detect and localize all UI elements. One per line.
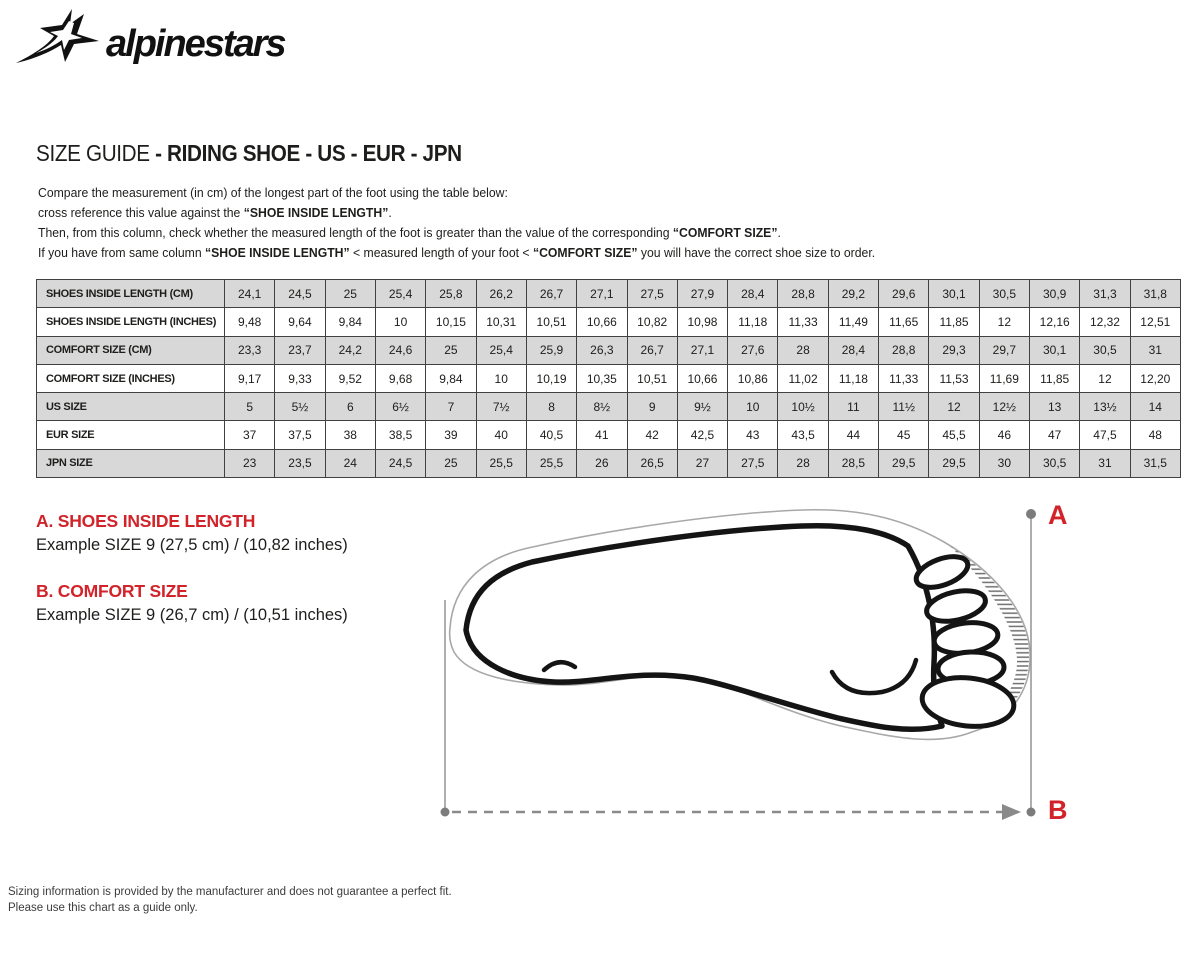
size-value-cell: 37,5 (275, 421, 325, 449)
measurement-b-example: Example SIZE 9 (26,7 cm) / (10,51 inches) (36, 606, 348, 624)
size-value-cell: 12 (1080, 364, 1130, 392)
size-value-cell: 11,02 (778, 364, 828, 392)
row-label-cell: EUR SIZE (37, 421, 225, 449)
size-value-cell: 25,5 (476, 449, 526, 477)
size-value-cell: 24,1 (225, 280, 275, 308)
size-value-cell: 40 (476, 421, 526, 449)
table-row (37, 308, 1181, 336)
size-value-cell: 23,7 (275, 336, 325, 364)
size-value-cell: 41 (577, 421, 627, 449)
size-value-cell: 11,53 (929, 364, 979, 392)
size-value-cell: 7½ (476, 393, 526, 421)
size-value-cell: 10½ (778, 393, 828, 421)
size-value-cell: 30,5 (1080, 336, 1130, 364)
size-value-cell: 28 (778, 449, 828, 477)
size-table-body (37, 280, 1181, 478)
size-value-cell: 24,5 (375, 449, 425, 477)
size-value-cell: 12,16 (1030, 308, 1080, 336)
table-row (37, 421, 1181, 449)
size-value-cell: 8 (526, 393, 576, 421)
size-value-cell: 30,1 (929, 280, 979, 308)
row-label-cell: SHOES INSIDE LENGTH (INCHES) (37, 308, 225, 336)
size-value-cell: 5½ (275, 393, 325, 421)
measure-dot-right (1027, 808, 1036, 817)
size-value-cell: 10,98 (677, 308, 727, 336)
row-label-cell: US SIZE (37, 393, 225, 421)
size-value-cell: 12,20 (1130, 364, 1180, 392)
size-value-cell: 29,6 (879, 280, 929, 308)
size-value-cell: 27 (677, 449, 727, 477)
foot-outline (466, 526, 942, 730)
size-value-cell: 11,69 (979, 364, 1029, 392)
size-value-cell: 7 (426, 393, 476, 421)
size-value-cell: 31,3 (1080, 280, 1130, 308)
size-value-cell: 9,48 (225, 308, 275, 336)
size-value-cell: 28,5 (828, 449, 878, 477)
measurement-legend (36, 511, 348, 651)
size-value-cell: 25 (426, 449, 476, 477)
size-value-cell: 38,5 (375, 421, 425, 449)
table-row (37, 364, 1181, 392)
size-value-cell: 12,51 (1130, 308, 1180, 336)
row-label-cell: SHOES INSIDE LENGTH (CM) (37, 280, 225, 308)
size-value-cell: 12,32 (1080, 308, 1130, 336)
intro-line: Compare the measurement (in cm) of the longest part of the foot using the table below: (38, 186, 508, 200)
title-regular: SIZE GUIDE (36, 140, 156, 166)
size-value-cell: 10,66 (577, 308, 627, 336)
brand-text: alpinestars (106, 23, 285, 65)
size-value-cell: 31 (1130, 336, 1180, 364)
measure-dot-left (441, 808, 450, 817)
size-value-cell: 9,52 (325, 364, 375, 392)
size-value-cell: 26,7 (627, 336, 677, 364)
size-value-cell: 25,9 (526, 336, 576, 364)
size-value-cell: 10,51 (627, 364, 677, 392)
table-row (37, 280, 1181, 308)
size-value-cell: 42,5 (677, 421, 727, 449)
size-value-cell: 25,4 (375, 280, 425, 308)
intro-line: cross reference this value against the “SHOE INSIDE LENGTH”. (38, 206, 392, 220)
page-title (36, 140, 462, 167)
size-value-cell: 23 (225, 449, 275, 477)
size-value-cell: 37 (225, 421, 275, 449)
title-bold: - RIDING SHOE - US - EUR - JPN (155, 140, 462, 166)
size-value-cell: 45,5 (929, 421, 979, 449)
size-value-cell: 28,4 (828, 336, 878, 364)
size-value-cell: 11 (828, 393, 878, 421)
size-value-cell: 46 (979, 421, 1029, 449)
size-value-cell: 31,8 (1130, 280, 1180, 308)
measurement-b-heading: B. COMFORT SIZE (36, 581, 188, 601)
size-value-cell: 43 (728, 421, 778, 449)
size-value-cell: 24,6 (375, 336, 425, 364)
size-value-cell: 12 (929, 393, 979, 421)
size-value-cell: 24,2 (325, 336, 375, 364)
size-value-cell: 9,17 (225, 364, 275, 392)
size-value-cell: 30,9 (1030, 280, 1080, 308)
size-value-cell: 11½ (879, 393, 929, 421)
size-value-cell: 23,5 (275, 449, 325, 477)
size-value-cell: 9,33 (275, 364, 325, 392)
size-value-cell: 25 (325, 280, 375, 308)
size-value-cell: 26 (577, 449, 627, 477)
star-icon (16, 9, 99, 63)
measurement-a-heading: A. SHOES INSIDE LENGTH (36, 511, 256, 531)
measure-dot-top (1026, 509, 1036, 519)
size-value-cell: 28,8 (879, 336, 929, 364)
size-value-cell: 11,33 (879, 364, 929, 392)
size-value-cell: 42 (627, 421, 677, 449)
size-value-cell: 9,84 (426, 364, 476, 392)
size-value-cell: 27,1 (677, 336, 727, 364)
size-value-cell: 10,66 (677, 364, 727, 392)
alpinestars-logo (14, 8, 294, 70)
size-value-cell: 6 (325, 393, 375, 421)
toe-2-icon (924, 586, 989, 627)
size-value-cell: 10,51 (526, 308, 576, 336)
table-row (37, 393, 1181, 421)
size-value-cell: 9,68 (375, 364, 425, 392)
size-value-cell: 26,7 (526, 280, 576, 308)
size-value-cell: 10,82 (627, 308, 677, 336)
size-value-cell: 48 (1130, 421, 1180, 449)
size-value-cell: 25,5 (526, 449, 576, 477)
size-value-cell: 25,8 (426, 280, 476, 308)
size-value-cell: 29,5 (879, 449, 929, 477)
intro-text (38, 183, 875, 263)
size-value-cell: 9,64 (275, 308, 325, 336)
size-value-cell: 31,5 (1130, 449, 1180, 477)
size-value-cell: 14 (1130, 393, 1180, 421)
size-value-cell: 27,9 (677, 280, 727, 308)
size-value-cell: 29,2 (828, 280, 878, 308)
size-value-cell: 44 (828, 421, 878, 449)
size-value-cell: 11,85 (1030, 364, 1080, 392)
size-table (36, 279, 1181, 478)
size-value-cell: 9,84 (325, 308, 375, 336)
label-a: A (1048, 500, 1068, 530)
table-row (37, 336, 1181, 364)
row-label-cell: JPN SIZE (37, 449, 225, 477)
size-value-cell: 25,4 (476, 336, 526, 364)
size-value-cell: 27,1 (577, 280, 627, 308)
size-value-cell: 11,65 (879, 308, 929, 336)
measurement-a-example: Example SIZE 9 (27,5 cm) / (10,82 inches) (36, 536, 348, 554)
footer-line-2: Please use this chart as a guide only. (8, 901, 198, 914)
size-value-cell: 29,7 (979, 336, 1029, 364)
size-value-cell: 26,5 (627, 449, 677, 477)
size-value-cell: 30 (979, 449, 1029, 477)
size-value-cell: 9 (627, 393, 677, 421)
footer-note (8, 885, 452, 916)
size-value-cell: 26,3 (577, 336, 627, 364)
size-value-cell: 29,3 (929, 336, 979, 364)
intro-line: Then, from this column, check whether the measured length of the foot is greater than the value of the corresponding “COMFORT SIZE”. (38, 226, 781, 240)
size-value-cell: 10 (728, 393, 778, 421)
size-value-cell: 26,2 (476, 280, 526, 308)
size-value-cell: 10 (476, 364, 526, 392)
size-value-cell: 39 (426, 421, 476, 449)
size-value-cell: 12 (979, 308, 1029, 336)
size-value-cell: 25 (426, 336, 476, 364)
size-value-cell: 6½ (375, 393, 425, 421)
size-value-cell: 47 (1030, 421, 1080, 449)
size-value-cell: 28,4 (728, 280, 778, 308)
label-b: B (1048, 795, 1068, 825)
size-value-cell: 27,5 (728, 449, 778, 477)
size-value-cell: 40,5 (526, 421, 576, 449)
row-label-cell: COMFORT SIZE (CM) (37, 336, 225, 364)
size-value-cell: 38 (325, 421, 375, 449)
size-value-cell: 43,5 (778, 421, 828, 449)
size-value-cell: 9½ (677, 393, 727, 421)
size-value-cell: 29,5 (929, 449, 979, 477)
size-value-cell: 13 (1030, 393, 1080, 421)
size-value-cell: 30,5 (979, 280, 1029, 308)
size-value-cell: 11,18 (728, 308, 778, 336)
size-value-cell: 28 (778, 336, 828, 364)
size-value-cell: 10,31 (476, 308, 526, 336)
size-value-cell: 8½ (577, 393, 627, 421)
table-row (37, 449, 1181, 477)
intro-line: If you have from same column “SHOE INSIDE LENGTH” < measured length of your foot < “COMFORT SIZE” you will have the correct shoe size to order. (38, 246, 876, 260)
size-value-cell: 10,19 (526, 364, 576, 392)
size-value-cell: 11,33 (778, 308, 828, 336)
toe-1-icon (912, 551, 972, 594)
size-value-cell: 28,8 (778, 280, 828, 308)
size-value-cell: 12½ (979, 393, 1029, 421)
size-value-cell: 10 (375, 308, 425, 336)
size-value-cell: 10,15 (426, 308, 476, 336)
size-value-cell: 47,5 (1080, 421, 1130, 449)
size-value-cell: 30,1 (1030, 336, 1080, 364)
size-value-cell: 10,35 (577, 364, 627, 392)
footer-line-1: Sizing information is provided by the manufacturer and does not guarantee a perfect fit. (8, 886, 452, 898)
size-value-cell: 13½ (1080, 393, 1130, 421)
size-value-cell: 11,49 (828, 308, 878, 336)
size-value-cell: 24 (325, 449, 375, 477)
size-value-cell: 11,18 (828, 364, 878, 392)
row-label-cell: COMFORT SIZE (INCHES) (37, 364, 225, 392)
size-value-cell: 27,6 (728, 336, 778, 364)
size-value-cell: 27,5 (627, 280, 677, 308)
size-value-cell: 24,5 (275, 280, 325, 308)
size-value-cell: 23,3 (225, 336, 275, 364)
foot-diagram (430, 488, 1090, 840)
size-value-cell: 45 (879, 421, 929, 449)
size-value-cell: 11,85 (929, 308, 979, 336)
size-value-cell: 30,5 (1030, 449, 1080, 477)
size-value-cell: 5 (225, 393, 275, 421)
arrowhead-icon (1002, 804, 1021, 820)
size-value-cell: 10,86 (728, 364, 778, 392)
size-value-cell: 31 (1080, 449, 1130, 477)
